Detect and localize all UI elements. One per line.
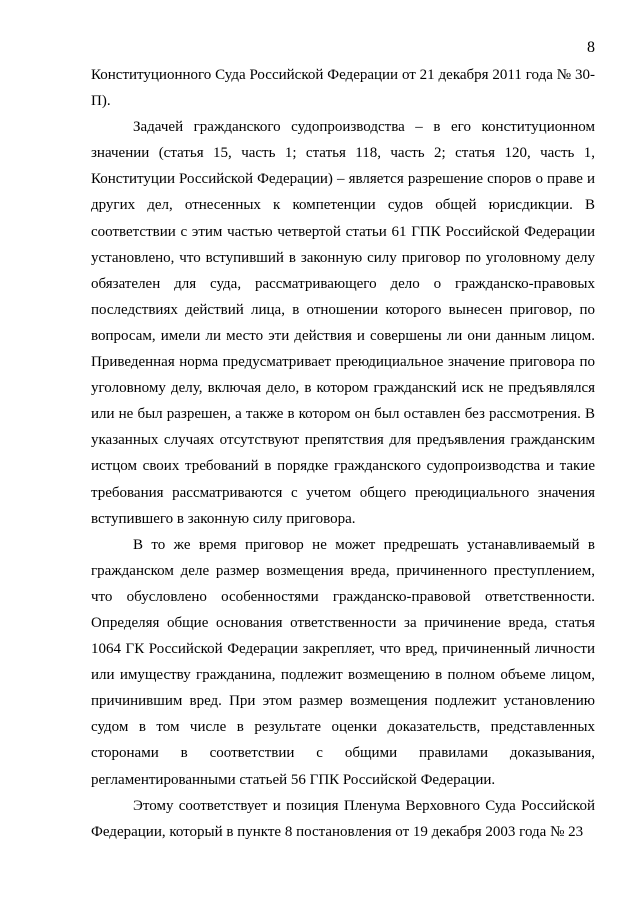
paragraph-civil-procedure-task: Задачей гражданского судопроизводства – в его конституционном значении (статья 15, часть 1; статья 118, часть 2; статья 120, часть 1, Конституции Российской Федерации) – является разрешение споров о праве и других дел, отнесенных к компетенции судов общей юрисдикции. В соответствии с этим частью четвертой статьи 61 ГПК Российской Федерации установлено, что вступивший в законную силу приговор по уголовному делу обязателен для суда, рассматривающего дело о гражданско-правовых последствиях действий лица, в отношении которого вынесен приговор, по вопросам, имели ли место эти действия и совершены ли они данным лицом. Приведенная норма предусматривает преюдициальное значение приговора по уголовному делу, включая дело, в котором гражданский иск не предъявлялся или не был разрешен, а также в котором он был оставлен без рассмотрения. В указанных случаях отсутствуют препятствия для предъявления гражданским истцом своих требований в порядке гражданского судопроизводства и такие требования рассматриваются с учетом общего преюдициального значения вступившего в законную силу приговора. (91, 119, 595, 527)
page-number: 8 (587, 39, 595, 56)
paragraph-plenum-position: Этому соответствует и позиция Пленума Верховного Суда Российской Федерации, который в пункте 8 постановления от 19 декабря 2003 года № 23 (91, 797, 595, 840)
paragraph-damage-compensation: В то же время приговор не может предрешать устанавливаемый в гражданском деле размер возмещения вреда, причиненного преступлением, что обусловлено особенностями гражданско-правовой ответственности. Определяя общие основания ответственности за причинение вреда, статья 1064 ГК Российской Федерации закрепляет, что вред, причиненный личности или имуществу гражданина, подлежит возмещению в полном объеме лицом, причинившим вред. При этом размер возмещения подлежит установлению судом в том числе в результате оценки доказательств, представленных сторонами в соответствии с общими правилами доказывания, регламентированными статьей 56 ГПК Российской Федерации. (91, 536, 595, 788)
paragraph-continuation: Конституционного Суда Российской Федерации от 21 декабря 2011 года № 30-П). (91, 67, 595, 110)
document-body (91, 62, 595, 845)
